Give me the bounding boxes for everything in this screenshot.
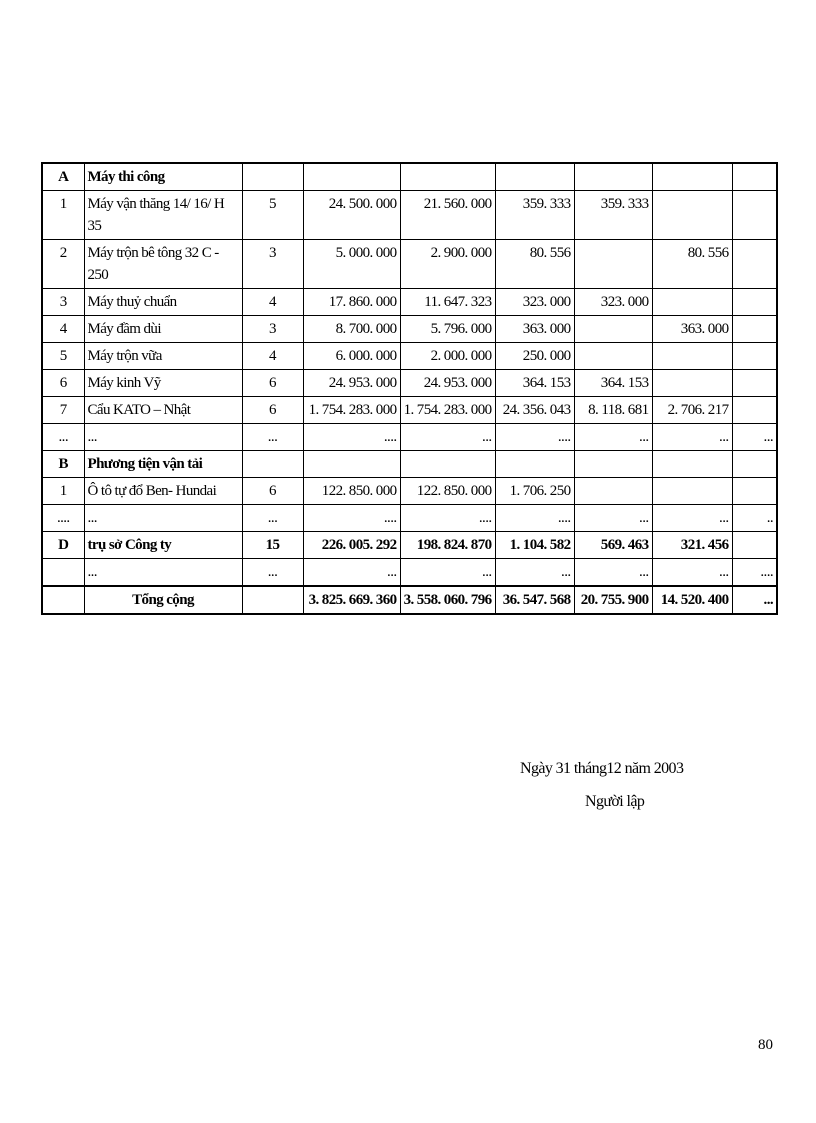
cell-remaining-value — [400, 163, 495, 191]
cell-qty: ... — [242, 424, 303, 451]
cell-original-cost — [303, 163, 400, 191]
cell-original-cost: 17. 860. 000 — [303, 289, 400, 316]
cell-stt: .... — [42, 505, 84, 532]
cell-depreciation: 36. 547. 568 — [495, 586, 574, 614]
cell-col-b — [652, 451, 732, 478]
cell-col-b — [652, 370, 732, 397]
cell-depreciation: 1. 104. 582 — [495, 532, 574, 559]
cell-original-cost: 122. 850. 000 — [303, 478, 400, 505]
table-row — [42, 316, 777, 343]
cell-col-c — [732, 316, 777, 343]
cell-col-a — [574, 316, 652, 343]
table-row — [42, 478, 777, 505]
cell-col-a: 323. 000 — [574, 289, 652, 316]
cell-col-b: 321. 456 — [652, 532, 732, 559]
cell-qty: ... — [242, 559, 303, 587]
cell-col-a: 8. 118. 681 — [574, 397, 652, 424]
cell-col-a — [574, 451, 652, 478]
cell-name: Tổng cộng — [84, 586, 242, 614]
cell-remaining-value: ... — [400, 559, 495, 587]
cell-col-b: 363. 000 — [652, 316, 732, 343]
cell-depreciation: 250. 000 — [495, 343, 574, 370]
cell-name: Máy đầm dùi — [84, 316, 242, 343]
cell-name: Máy vận thăng 14/ 16/ H 35 — [84, 191, 242, 240]
cell-qty: 6 — [242, 397, 303, 424]
table-row — [42, 191, 777, 240]
cell-qty: 3 — [242, 240, 303, 289]
cell-col-b — [652, 289, 732, 316]
cell-col-b — [652, 343, 732, 370]
cell-remaining-value — [400, 451, 495, 478]
cell-qty — [242, 451, 303, 478]
cell-original-cost: 226. 005. 292 — [303, 532, 400, 559]
cell-qty: 3 — [242, 316, 303, 343]
cell-stt — [42, 586, 84, 614]
cell-name: ... — [84, 505, 242, 532]
cell-col-c — [732, 289, 777, 316]
cell-name: ... — [84, 559, 242, 587]
cell-remaining-value: 1. 754. 283. 000 — [400, 397, 495, 424]
table-row — [42, 559, 777, 587]
table-row — [42, 505, 777, 532]
cell-col-b — [652, 191, 732, 240]
cell-depreciation: 364. 153 — [495, 370, 574, 397]
cell-original-cost: .... — [303, 424, 400, 451]
cell-remaining-value: 2. 000. 000 — [400, 343, 495, 370]
cell-stt: A — [42, 163, 84, 191]
cell-col-a — [574, 343, 652, 370]
table-row — [42, 424, 777, 451]
table-row — [42, 289, 777, 316]
cell-original-cost: 3. 825. 669. 360 — [303, 586, 400, 614]
cell-original-cost: .... — [303, 505, 400, 532]
cell-name: Cẩu KATO – Nhật — [84, 397, 242, 424]
cell-depreciation: .... — [495, 424, 574, 451]
cell-col-c — [732, 451, 777, 478]
cell-col-b: 2. 706. 217 — [652, 397, 732, 424]
cell-depreciation: 323. 000 — [495, 289, 574, 316]
cell-remaining-value: 122. 850. 000 — [400, 478, 495, 505]
cell-original-cost: 24. 500. 000 — [303, 191, 400, 240]
report-date: Ngày 31 tháng12 năm 2003 — [520, 760, 684, 777]
cell-qty: ... — [242, 505, 303, 532]
cell-stt: ... — [42, 424, 84, 451]
cell-col-b: ... — [652, 424, 732, 451]
section-row — [42, 451, 777, 478]
cell-col-a: ... — [574, 505, 652, 532]
cell-stt: 4 — [42, 316, 84, 343]
cell-col-c: .... — [732, 559, 777, 587]
cell-col-c — [732, 397, 777, 424]
cell-qty: 6 — [242, 370, 303, 397]
cell-qty — [242, 163, 303, 191]
cell-col-c — [732, 343, 777, 370]
table-row — [42, 240, 777, 289]
cell-original-cost: 1. 754. 283. 000 — [303, 397, 400, 424]
cell-qty: 4 — [242, 343, 303, 370]
page-number: 80 — [758, 1037, 773, 1053]
cell-name: Máy thi công — [84, 163, 242, 191]
cell-col-a — [574, 163, 652, 191]
cell-remaining-value: 3. 558. 060. 796 — [400, 586, 495, 614]
cell-col-c — [732, 240, 777, 289]
cell-original-cost: ... — [303, 559, 400, 587]
cell-qty: 5 — [242, 191, 303, 240]
cell-col-c — [732, 191, 777, 240]
cell-stt: D — [42, 532, 84, 559]
cell-col-a: 569. 463 — [574, 532, 652, 559]
cell-col-a: ... — [574, 424, 652, 451]
cell-name: ... — [84, 424, 242, 451]
cell-col-c — [732, 163, 777, 191]
cell-stt: 3 — [42, 289, 84, 316]
cell-depreciation — [495, 163, 574, 191]
cell-qty: 15 — [242, 532, 303, 559]
cell-col-a: 359. 333 — [574, 191, 652, 240]
cell-col-a: ... — [574, 559, 652, 587]
cell-stt: B — [42, 451, 84, 478]
cell-remaining-value: 198. 824. 870 — [400, 532, 495, 559]
cell-depreciation: 359. 333 — [495, 191, 574, 240]
cell-name: Máy thuỷ chuẩn — [84, 289, 242, 316]
cell-stt: 5 — [42, 343, 84, 370]
cell-col-b — [652, 478, 732, 505]
cell-name: Máy trộn bê tông 32 C - 250 — [84, 240, 242, 289]
cell-depreciation — [495, 451, 574, 478]
cell-col-c — [732, 532, 777, 559]
table-body — [42, 163, 777, 614]
cell-col-a: 20. 755. 900 — [574, 586, 652, 614]
cell-depreciation: 80. 556 — [495, 240, 574, 289]
cell-original-cost: 24. 953. 000 — [303, 370, 400, 397]
table-row — [42, 397, 777, 424]
cell-depreciation: 24. 356. 043 — [495, 397, 574, 424]
section-row — [42, 532, 777, 559]
cell-col-c: ... — [732, 586, 777, 614]
cell-remaining-value: 24. 953. 000 — [400, 370, 495, 397]
cell-remaining-value: 11. 647. 323 — [400, 289, 495, 316]
cell-col-c: ... — [732, 424, 777, 451]
cell-qty — [242, 586, 303, 614]
total-row — [42, 586, 777, 614]
cell-original-cost: 8. 700. 000 — [303, 316, 400, 343]
cell-col-c: .. — [732, 505, 777, 532]
cell-depreciation: 1. 706. 250 — [495, 478, 574, 505]
cell-name: Ô tô tự đổ Ben- Hundai — [84, 478, 242, 505]
cell-col-b — [652, 163, 732, 191]
cell-name: Máy trộn vữa — [84, 343, 242, 370]
cell-qty: 4 — [242, 289, 303, 316]
cell-remaining-value: 5. 796. 000 — [400, 316, 495, 343]
cell-col-b: ... — [652, 559, 732, 587]
cell-stt: 7 — [42, 397, 84, 424]
section-row — [42, 163, 777, 191]
cell-col-b: 14. 520. 400 — [652, 586, 732, 614]
table-row — [42, 343, 777, 370]
cell-stt: 2 — [42, 240, 84, 289]
cell-stt: 1 — [42, 478, 84, 505]
cell-col-a — [574, 240, 652, 289]
cell-name: trụ sở Công ty — [84, 532, 242, 559]
asset-depreciation-table — [41, 162, 778, 615]
cell-col-b: ... — [652, 505, 732, 532]
cell-depreciation: 363. 000 — [495, 316, 574, 343]
table-row — [42, 370, 777, 397]
cell-depreciation: ... — [495, 559, 574, 587]
cell-col-a: 364. 153 — [574, 370, 652, 397]
cell-remaining-value: ... — [400, 424, 495, 451]
signer-label: Người lập — [585, 793, 645, 810]
cell-stt — [42, 559, 84, 587]
cell-col-a — [574, 478, 652, 505]
cell-col-c — [732, 370, 777, 397]
cell-remaining-value: 21. 560. 000 — [400, 191, 495, 240]
cell-name: Máy kinh Vỹ — [84, 370, 242, 397]
cell-stt: 6 — [42, 370, 84, 397]
cell-depreciation: .... — [495, 505, 574, 532]
cell-col-b: 80. 556 — [652, 240, 732, 289]
cell-remaining-value: .... — [400, 505, 495, 532]
cell-col-c — [732, 478, 777, 505]
cell-stt: 1 — [42, 191, 84, 240]
cell-remaining-value: 2. 900. 000 — [400, 240, 495, 289]
cell-name: Phương tiện vận tải — [84, 451, 242, 478]
cell-qty: 6 — [242, 478, 303, 505]
cell-original-cost — [303, 451, 400, 478]
cell-original-cost: 5. 000. 000 — [303, 240, 400, 289]
cell-original-cost: 6. 000. 000 — [303, 343, 400, 370]
